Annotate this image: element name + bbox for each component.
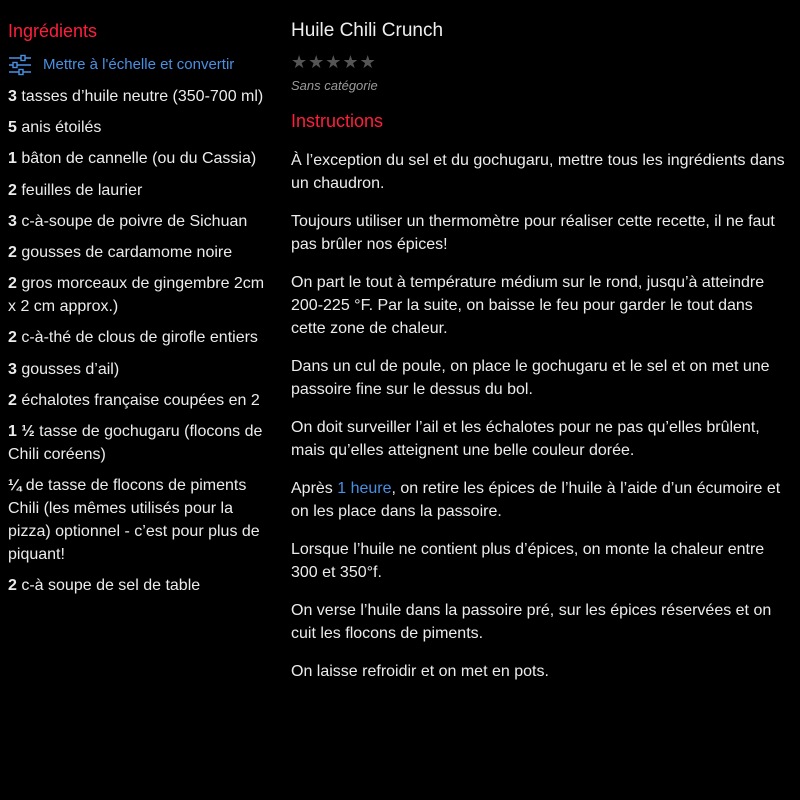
instruction-step [291, 149, 791, 195]
ingredient-item [8, 389, 270, 412]
star-icon[interactable]: ★ [325, 52, 342, 72]
ingredient-text: feuilles de laurier [16, 181, 143, 199]
instruction-text: On part le tout à température médium sur le rond, jusqu’à atteindre 200-225 °F. Par la suite, on baisse le feu pour garder le tout dans cette zone de chaleur. [291, 274, 765, 337]
ingredient-list [8, 85, 270, 597]
instruction-text: On laisse refroidir et on met en pots. [291, 663, 549, 680]
ingredient-text: c-à soupe de sel de table [16, 577, 201, 595]
ingredient-item [8, 85, 270, 108]
instruction-step [291, 599, 791, 645]
ingredient-quantity: 1 [8, 150, 17, 168]
instruction-text: On doit surveiller l’ail et les échalotes pour ne pas qu’elles brûlent, mais qu’elles atteignent une belle couleur dorée. [291, 419, 760, 459]
ingredient-text: gousses de cardamome noire [16, 243, 233, 261]
star-rating[interactable] [291, 52, 791, 72]
ingredient-quantity: 3 [8, 88, 17, 105]
scale-convert-button[interactable] [8, 54, 270, 76]
ingredient-quantity: 3 [8, 360, 17, 378]
ingredient-text: c-à-thé de clous de girofle entiers [16, 329, 258, 347]
ingredient-quantity: 1 ½ [8, 422, 35, 440]
ingredient-item [8, 474, 270, 566]
instruction-text: On verse l’huile dans la passoire pré, sur les épices réservées et on cuit les flocons de piments. [291, 602, 772, 642]
ingredient-quantity: 3 [8, 212, 17, 230]
ingredient-item [8, 326, 270, 349]
instruction-step [291, 477, 791, 523]
ingredient-text: gros morceaux de gingembre 2cm x 2 cm approx.) [8, 275, 265, 316]
ingredient-text: bâton de cannelle (ou du Cassia) [16, 150, 257, 168]
ingredient-text: gousses d’ail) [16, 360, 120, 378]
recipe-title: Huile Chili Crunch [291, 20, 444, 41]
instruction-step [291, 660, 791, 683]
ingredient-text: anis étoilés [16, 119, 102, 137]
ingredient-text: tasse de gochugaru (flocons de Chili coréens) [8, 422, 263, 463]
ingredient-item [8, 272, 270, 318]
instructions-list [291, 149, 791, 683]
ingredient-quantity: 2 [8, 181, 17, 199]
ingredient-quantity: 2 [8, 577, 17, 595]
star-icon[interactable]: ★ [342, 52, 359, 72]
ingredient-item [8, 358, 270, 381]
instruction-text: Toujours utiliser un thermomètre pour réaliser cette recette, il ne faut pas brûler nos épices! [291, 213, 775, 253]
ingredient-item [8, 179, 270, 202]
instruction-step [291, 538, 791, 584]
instructions-heading: Instructions [291, 111, 384, 131]
instruction-text: Après [291, 480, 338, 497]
instruction-step [291, 210, 791, 256]
ingredient-text: tasses d’huile neutre (350-700 ml) [16, 88, 264, 105]
ingredient-item [8, 241, 270, 264]
instruction-step [291, 271, 791, 340]
star-icon[interactable]: ★ [359, 52, 376, 72]
ingredient-quantity: 2 [8, 391, 17, 409]
instruction-step [291, 416, 791, 462]
ingredient-item [8, 574, 270, 597]
ingredients-heading: Ingrédients [8, 21, 98, 41]
instruction-text: Lorsque l’huile ne contient plus d’épices, on monte la chaleur entre 300 et 350°f. [291, 541, 765, 581]
ingredient-text: de tasse de flocons de piments Chili (les mêmes utilisés pour la pizza) optionnel - c’est pour plus de piquant! [8, 477, 260, 564]
ingredient-quantity: ¼ [8, 477, 22, 495]
ingredient-item [8, 116, 270, 139]
sliders-icon [8, 54, 32, 76]
scale-convert-label: Mettre à l'échelle et convertir [43, 56, 235, 73]
ingredient-item [8, 420, 270, 466]
ingredient-text: échalotes française coupées en 2 [16, 391, 260, 409]
ingredient-quantity: 5 [8, 119, 17, 137]
ingredient-item [8, 210, 270, 233]
recipe-category: Sans catégorie [291, 78, 378, 93]
recipe-panel [291, 18, 791, 698]
ingredient-quantity: 2 [8, 329, 17, 347]
ingredient-quantity: 2 [8, 243, 17, 261]
ingredients-panel [8, 18, 270, 605]
instruction-text: Dans un cul de poule, on place le gochugaru et le sel et on met une passoire fine sur le dessus du bol. [291, 358, 770, 398]
instruction-text: , on retire les épices de l’huile à l’aide d’un écumoire et on les place dans la passoire. [291, 480, 781, 520]
star-icon[interactable]: ★ [291, 52, 308, 72]
instruction-step [291, 355, 791, 401]
timer-link[interactable]: 1 heure [337, 480, 392, 497]
instruction-text: À l’exception du sel et du gochugaru, mettre tous les ingrédients dans un chaudron. [291, 152, 785, 192]
ingredient-item [8, 147, 270, 170]
star-icon[interactable]: ★ [308, 52, 325, 72]
ingredient-text: c-à-soupe de poivre de Sichuan [16, 212, 248, 230]
ingredient-quantity: 2 [8, 275, 17, 293]
